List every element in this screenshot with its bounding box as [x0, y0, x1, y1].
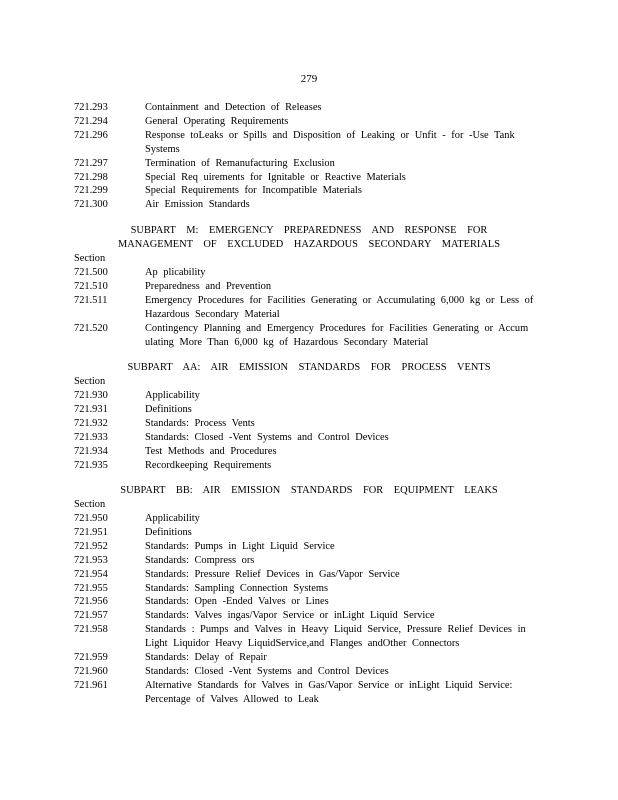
section-title: Response toLeaks or Spills and Disposition of Leaking or Unfit - for -Use Tank Systems: [145, 129, 515, 155]
section-title: Standards: Pressure Relief Devices in Gas/Vapor Service: [145, 568, 400, 580]
section-number: 721.511: [74, 294, 108, 306]
list-item: [74, 115, 544, 129]
section-title: Standards: Open -Ended Valves or Lines: [145, 596, 329, 608]
section-number: 721.300: [74, 199, 108, 211]
list-item: [74, 417, 544, 431]
section-number: 721.294: [74, 115, 108, 127]
list-item: [74, 266, 544, 280]
section-title: Applicability: [145, 513, 200, 524]
section-title: Ap plicability: [145, 267, 206, 278]
section-title: Standards: Sampling Connection Systems: [145, 582, 329, 594]
section-title: Special Requirements for Incompatible Materials: [145, 185, 362, 197]
section-title: Definitions: [145, 526, 192, 538]
subpart-bb-heading: SUBPART BB: AIR EMISSION STANDARDS FOR EQUIPMENT LEAKS: [120, 485, 498, 496]
section-number: 721.931: [74, 403, 108, 415]
section-number: 721.957: [74, 610, 108, 622]
section-number: 721.298: [74, 171, 108, 183]
section-number: 721.293: [74, 102, 108, 113]
list-item: [74, 568, 544, 582]
list-item: [74, 623, 544, 651]
section-title: Recordkeeping Requirements: [145, 459, 272, 471]
section-number: 721.950: [74, 513, 108, 524]
section-number: 721.520: [74, 322, 108, 334]
section-number: 721.934: [74, 445, 108, 457]
list-item: [74, 403, 544, 417]
section-title: Definitions: [145, 403, 192, 415]
section-title: Containment and Detection of Releases: [145, 102, 322, 113]
list-item: [74, 280, 544, 294]
section-number: 721.953: [74, 554, 108, 566]
subpart-m-heading-line1: SUBPART M: EMERGENCY PREPAREDNESS AND RESPONSE FOR: [130, 225, 488, 236]
list-item: [74, 431, 544, 445]
section-label: Section: [74, 376, 106, 387]
section-list-subpart-bb: [74, 512, 544, 707]
section-number: 721.510: [74, 280, 108, 292]
section-number: 721.959: [74, 652, 108, 664]
section-list-top: [74, 101, 544, 212]
section-title: Standards: Pumps in Light Liquid Service: [145, 540, 335, 552]
section-number: 721.954: [74, 568, 108, 580]
list-item: [74, 679, 544, 707]
list-item: [74, 389, 544, 403]
list-item: [74, 540, 544, 554]
list-item: [74, 101, 544, 115]
section-title: Air Emission Standards: [145, 199, 250, 211]
list-item: [74, 445, 544, 459]
section-number: 721.932: [74, 417, 108, 429]
section-title: Termination of Remanufacturing Exclusion: [145, 157, 335, 169]
subpart-m-heading-line2: MANAGEMENT OF EXCLUDED HAZARDOUS SECONDARY MATERIALS: [117, 239, 501, 250]
section-number: 721.951: [74, 526, 108, 538]
list-item: [74, 554, 544, 568]
section-number: 721.960: [74, 665, 108, 677]
section-title: Standards : Pumps and Valves in Heavy Liquid Service, Pressure Relief Devices in Light Liquidor Heavy LiquidService,and Flanges andOther Connectors: [145, 624, 526, 650]
section-list-subpart-m: [74, 266, 544, 349]
section-title: Special Req uirements for Ignitable or Reactive Materials: [145, 171, 406, 183]
list-item: [74, 459, 544, 473]
section-label: Section: [74, 499, 106, 510]
section-title: Standards: Compress ors: [145, 554, 255, 566]
list-item: [74, 294, 544, 322]
list-item: [74, 526, 544, 540]
section-number: 721.296: [74, 129, 108, 141]
list-item: [74, 512, 544, 526]
section-title: Test Methods and Procedures: [145, 445, 277, 457]
section-title: Applicability: [145, 390, 200, 401]
section-number: 721.935: [74, 459, 108, 471]
section-number: 721.955: [74, 582, 108, 594]
section-number: 721.297: [74, 157, 108, 169]
list-item: [74, 157, 544, 171]
section-number: 721.961: [74, 679, 108, 691]
page-number: 279: [300, 73, 318, 85]
section-number: 721.500: [74, 267, 108, 278]
list-item: [74, 651, 544, 665]
section-title: Standards: Closed -Vent Systems and Control Devices: [145, 665, 389, 677]
list-item: [74, 609, 544, 623]
section-title: Standards: Closed -Vent Systems and Control Devices: [145, 431, 389, 443]
section-title: General Operating Requirements: [145, 115, 289, 127]
list-item: [74, 595, 544, 609]
section-title: Preparedness and Prevention: [145, 280, 272, 292]
section-title: Emergency Procedures for Facilities Generating or Accumulating 6,000 kg or Less of Hazardous Secondary Material: [145, 294, 534, 320]
section-number: 721.930: [74, 390, 108, 401]
list-item: [74, 665, 544, 679]
section-label: Section: [74, 253, 106, 264]
list-item: [74, 129, 544, 157]
subpart-aa-heading: SUBPART AA: AIR EMISSION STANDARDS FOR PROCESS VENTS: [127, 362, 491, 373]
list-item: [74, 198, 544, 212]
section-title: Contingency Planning and Emergency Procedures for Facilities Generating or Accum ulating More Than 6,000 kg of Hazardous Secondary Material: [145, 322, 529, 348]
list-item: [74, 171, 544, 185]
list-item: [74, 322, 544, 350]
section-number: 721.933: [74, 431, 108, 443]
section-title: Standards: Valves ingas/Vapor Service or inLight Liquid Service: [145, 610, 435, 622]
section-title: Standards: Process Vents: [145, 417, 255, 429]
section-number: 721.958: [74, 624, 108, 636]
section-number: 721.952: [74, 540, 108, 552]
section-number: 721.299: [74, 185, 108, 197]
section-title: Alternative Standards for Valves in Gas/Vapor Service or inLight Liquid Service: Percentage of Valves Allowed to Leak: [145, 679, 513, 705]
list-item: [74, 184, 544, 198]
list-item: [74, 582, 544, 596]
section-list-subpart-aa: [74, 389, 544, 472]
section-number: 721.956: [74, 596, 108, 608]
section-title: Standards: Delay of Repair: [145, 652, 267, 664]
